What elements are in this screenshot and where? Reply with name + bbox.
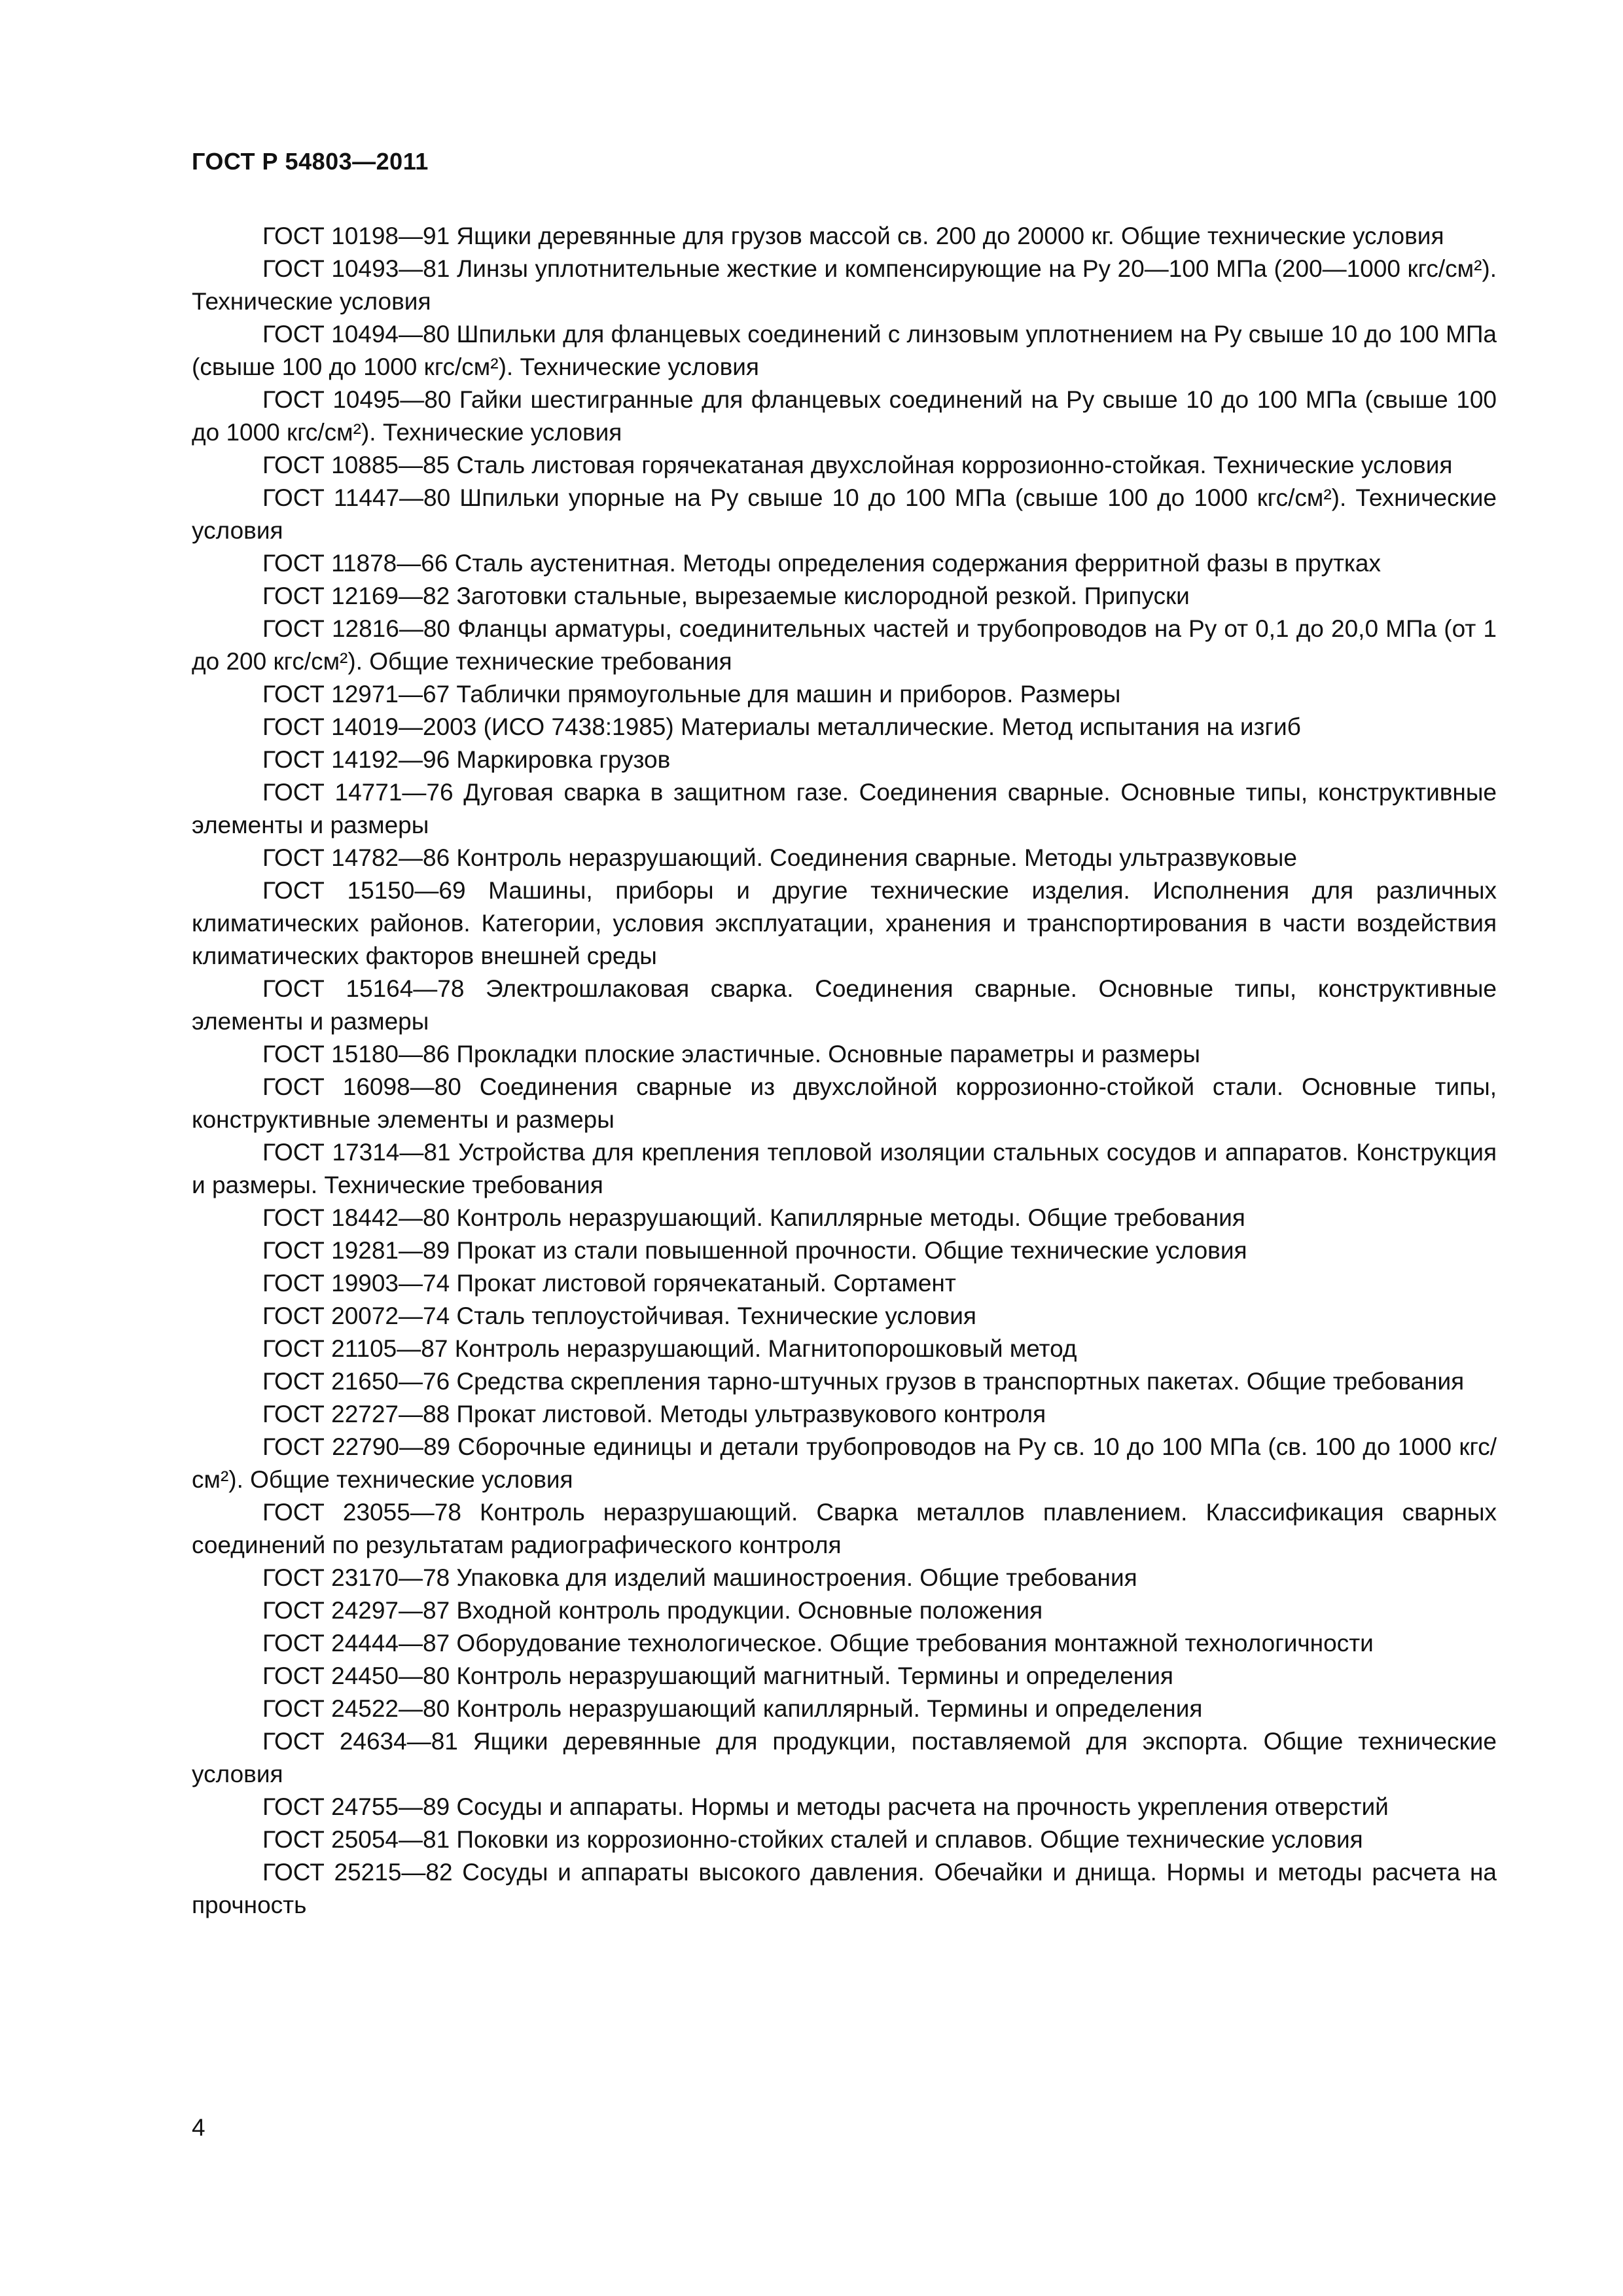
reference-item: ГОСТ 10495—80 Гайки шестигранные для фланцевых соединений на Pу свыше 10 до 100 МПа (свыше 100 до 1000 кгс/см²). Технические условия [192, 386, 1497, 446]
reference-item: ГОСТ 24297—87 Входной контроль продукции. Основные положения [262, 1597, 1043, 1624]
document-header: ГОСТ Р 54803—2011 [192, 148, 429, 175]
reference-item: ГОСТ 21105—87 Контроль неразрушающий. Магнитопорошковый метод [262, 1335, 1077, 1362]
reference-item: ГОСТ 12816—80 Фланцы арматуры, соединительных частей и трубопроводов на Pу от 0,1 до 20,0 МПа (от 1 до 200 кгс/см²). Общие технические требования [192, 615, 1497, 675]
reference-item: ГОСТ 10494—80 Шпильки для фланцевых соединений с линзовым уплотнением на Pу свыше 10 до 100 МПа (свыше 100 до 1000 кгс/см²). Технические условия [192, 321, 1497, 380]
reference-item: ГОСТ 17314—81 Устройства для крепления тепловой изоляции стальных сосудов и аппаратов. Конструкция и размеры. Технические требования [192, 1139, 1497, 1198]
reference-item: ГОСТ 22727—88 Прокат листовой. Методы ультразвукового контроля [262, 1401, 1046, 1427]
reference-item: ГОСТ 15180—86 Прокладки плоские эластичные. Основные параметры и размеры [262, 1041, 1200, 1067]
reference-item: ГОСТ 25054—81 Поковки из коррозионно-стойких сталей и сплавов. Общие технические условия [262, 1826, 1363, 1853]
reference-item: ГОСТ 14019—2003 (ИСО 7438:1985) Материалы металлические. Метод испытания на изгиб [262, 713, 1301, 740]
page-number: 4 [192, 2114, 205, 2141]
reference-item: ГОСТ 10198—91 Ящики деревянные для грузов массой св. 200 до 20000 кг. Общие технические условия [262, 223, 1444, 249]
normative-references-list [192, 220, 1497, 1922]
reference-item: ГОСТ 24634—81 Ящики деревянные для продукции, поставляемой для экспорта. Общие технические условия [192, 1728, 1497, 1787]
reference-item: ГОСТ 25215—82 Сосуды и аппараты высокого давления. Обечайки и днища. Нормы и методы расчета на прочность [192, 1859, 1497, 1918]
reference-item: ГОСТ 10885—85 Сталь листовая горячекатаная двухслойная коррозионно-стойкая. Технические условия [262, 452, 1453, 478]
reference-item: ГОСТ 19903—74 Прокат листовой горячекатаный. Сортамент [262, 1270, 956, 1297]
reference-item: ГОСТ 24522—80 Контроль неразрушающий капиллярный. Термины и определения [262, 1695, 1203, 1722]
reference-item: ГОСТ 24755—89 Сосуды и аппараты. Нормы и методы расчета на прочность укрепления отверстий [262, 1793, 1389, 1820]
reference-item: ГОСТ 14782—86 Контроль неразрушающий. Соединения сварные. Методы ультразвуковые [262, 844, 1297, 871]
reference-item: ГОСТ 23170—78 Упаковка для изделий машиностроения. Общие требования [262, 1564, 1137, 1591]
reference-item: ГОСТ 12971—67 Таблички прямоугольные для машин и приборов. Размеры [262, 681, 1121, 708]
reference-item: ГОСТ 20072—74 Сталь теплоустойчивая. Технические условия [262, 1302, 976, 1329]
reference-item: ГОСТ 12169—82 Заготовки стальные, вырезаемые кислородной резкой. Припуски [262, 583, 1190, 609]
reference-item: ГОСТ 15150—69 Машины, приборы и другие технические изделия. Исполнения для различных климатических районов. Категории, условия эксплуатации, хранения и транспортирования в части воздействия климатических факторов внешней среды [192, 877, 1497, 969]
reference-item: ГОСТ 15164—78 Электрошлаковая сварка. Соединения сварные. Основные типы, конструктивные элементы и размеры [192, 975, 1497, 1035]
reference-item: ГОСТ 21650—76 Средства скрепления тарно-штучных грузов в транспортных пакетах. Общие требования [262, 1368, 1465, 1395]
reference-item: ГОСТ 11878—66 Сталь аустенитная. Методы определения содержания ферритной фазы в прутках [262, 550, 1382, 577]
reference-item: ГОСТ 24450—80 Контроль неразрушающий магнитный. Термины и определения [262, 1662, 1173, 1689]
reference-item: ГОСТ 14771—76 Дуговая сварка в защитном газе. Соединения сварные. Основные типы, конструктивные элементы и размеры [192, 779, 1497, 838]
reference-item: ГОСТ 14192—96 Маркировка грузов [262, 746, 671, 773]
reference-item: ГОСТ 23055—78 Контроль неразрушающий. Сварка металлов плавлением. Классификация сварных соединений по результатам радиографического контроля [192, 1499, 1497, 1558]
reference-item: ГОСТ 16098—80 Соединения сварные из двухслойной коррозионно-стойкой стали. Основные типы, конструктивные элементы и размеры [192, 1073, 1497, 1133]
reference-item: ГОСТ 19281—89 Прокат из стали повышенной прочности. Общие технические условия [262, 1237, 1247, 1264]
reference-item: ГОСТ 10493—81 Линзы уплотнительные жесткие и компенсирующие на Pу 20—100 МПа (200—1000 кгс/см²). Технические условия [192, 255, 1497, 315]
reference-item: ГОСТ 18442—80 Контроль неразрушающий. Капиллярные методы. Общие требования [262, 1204, 1245, 1231]
reference-item: ГОСТ 24444—87 Оборудование технологическое. Общие требования монтажной технологичности [262, 1630, 1374, 1657]
reference-item: ГОСТ 11447—80 Шпильки упорные на Pу свыше 10 до 100 МПа (свыше 100 до 1000 кгс/см²). Технические условия [192, 484, 1497, 544]
reference-item: ГОСТ 22790—89 Сборочные единицы и детали трубопроводов на Pу св. 10 до 100 МПа (св. 100 до 1000 кгс/см²). Общие технические условия [192, 1433, 1497, 1493]
